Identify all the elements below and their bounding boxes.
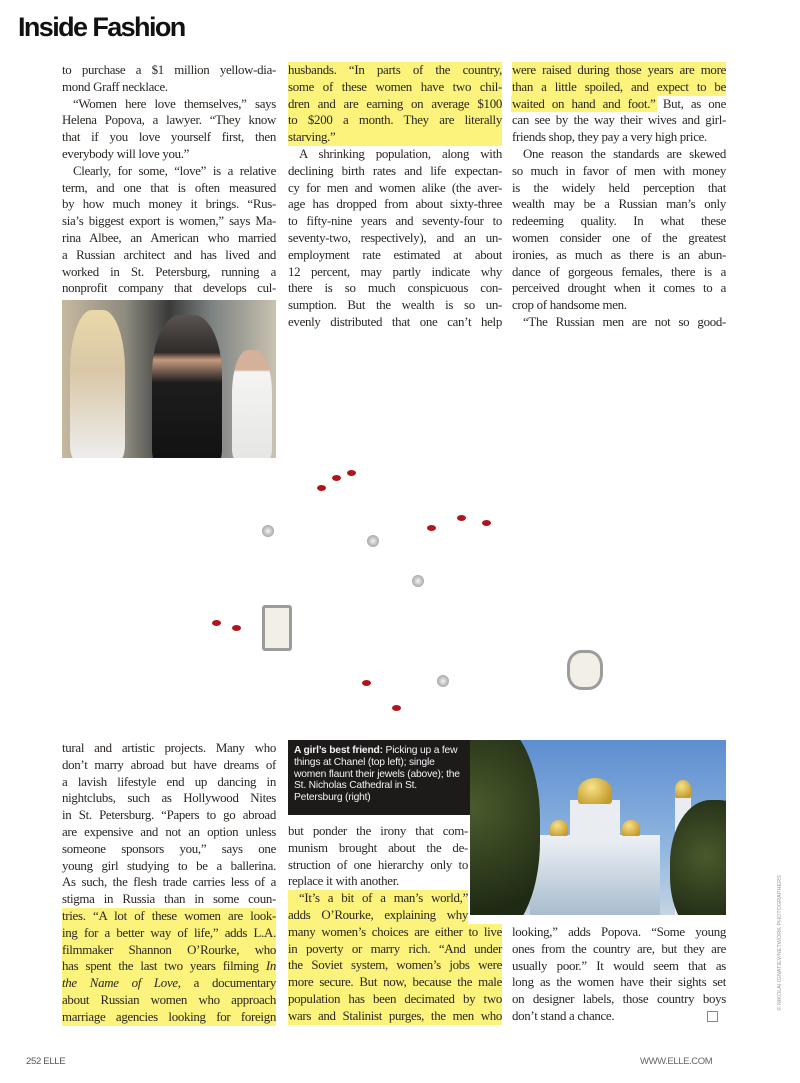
column-3-bottom [512, 924, 726, 1025]
text-line: Clearly, for some, “love” is a relative [73, 163, 276, 178]
caption-text: Picking up a few things at Chanel (top left); single women flaunt their jewels (above); the St. Nicholas Cathedral in St. Petersburg (right) [294, 745, 460, 804]
text-line: Helena Popova, a lawyer. “They know [62, 113, 276, 128]
text-line: but ponder the irony that com- [288, 824, 468, 838]
text-line: A shrinking population, along with [299, 146, 502, 161]
text-line: starving.” [288, 129, 502, 146]
text-line: marriage agencies looking for foreign [62, 1009, 276, 1024]
text-line: in poverty or marry rich. “And under [288, 941, 502, 956]
text-segment: has spent the last two years filming [62, 959, 266, 974]
text-line: stigma in Russia than in some coun- [62, 892, 276, 907]
text-line: on designer labels, those country boys [512, 992, 726, 1007]
text-line: seventy-two, respectively), and an un- [288, 230, 502, 245]
text-line: young girl studying to be a ballerina. [62, 858, 276, 873]
text-line: a lavish lifestyle end up dancing in [62, 774, 276, 789]
text-line: women consider one of the greatest [512, 230, 726, 245]
text-line: that if you love yourself first, then [62, 130, 276, 145]
text-segment: In [265, 959, 276, 974]
caption-lead: A girl’s best friend: [294, 745, 383, 756]
text-line: friends shop, they pay a very high price. [512, 130, 707, 145]
text-line: worked in St. Petersburg, running a [62, 264, 276, 279]
text-line: ones from the country are, but they are [512, 941, 726, 956]
text-line: ironies, as much as there is an abun- [512, 247, 726, 262]
text-segment: the Name of Love, [62, 976, 181, 991]
text-line [62, 975, 276, 992]
text-line: usually poor.” It would seem that as [512, 958, 726, 973]
photo-caption [288, 740, 470, 815]
text-line: tural and artistic projects. Many who [62, 741, 276, 755]
text-line: nightclubs, such as Hollywood Nites [62, 791, 276, 806]
text-line: looking,” adds Popova. “Some young [512, 925, 726, 939]
chanel-shopping-photo [62, 300, 276, 458]
text-line: to $200 a month. They are literally [288, 113, 502, 128]
text-line [512, 96, 726, 113]
text-line: are expensive and not an option unless [62, 824, 276, 839]
text-line [62, 958, 276, 975]
text-line: struction of one hierarchy only to [288, 857, 468, 872]
text-line: long as the women have their sights set [512, 975, 726, 990]
text-line: replace it with another. [288, 874, 399, 889]
text-line: declining birth rates and life expectan- [288, 163, 502, 178]
text-line: many women’s choices are either to live [288, 924, 502, 939]
photo-credit: © NIKOLAI IGNATIEV/NETWORK PHOTOGRAPHERS [777, 875, 783, 1011]
text-line: sumption. But the wealth is so un- [288, 298, 502, 313]
text-line: the Soviet system, women’s jobs were [288, 958, 502, 973]
text-line: employment rate estimated at about [288, 247, 502, 262]
text-line: by how much money it brings. “Rus- [62, 197, 276, 212]
text-line: crop of handsome men. [512, 298, 627, 313]
text-line: husbands. “In parts of the country, [288, 63, 502, 77]
text-line: “Women here love themselves,” says [73, 96, 276, 111]
text-line: term, and one that is often measured [62, 180, 276, 195]
text-line: As such, the flesh trade carries less of a [62, 875, 276, 890]
text-line: 12 percent, may partly indicate why [288, 264, 502, 279]
text-line: “It’s a bit of a man’s world,” [288, 890, 468, 907]
text-line: filmmaker Shannon O’Rourke, who [62, 942, 276, 957]
text-line: can see by the way their wives and girl- [512, 113, 726, 128]
text-line: a Russian architect and has lived and [62, 247, 276, 262]
text-line: is the widely held perception that [512, 180, 726, 195]
text-line: don’t stand a chance. [512, 1008, 615, 1023]
text-segment: But, as one [655, 96, 727, 111]
text-line: munism brought about the de- [288, 840, 468, 855]
text-segment: waited on hand and foot.” [512, 96, 656, 111]
website-folio: WWW.ELLE.COM [640, 1056, 713, 1067]
text-line: sia’s biggest export is women,” says Ma- [62, 214, 276, 229]
text-line: One reason the standards are skewed [523, 146, 726, 161]
column-2-bottom [288, 823, 502, 1025]
text-line: were raised during those years are more [512, 63, 726, 77]
column-3-top [512, 62, 726, 331]
text-line: wars and Stalinist purges, the men who [288, 1008, 502, 1023]
st-nicholas-cathedral-photo [470, 740, 726, 915]
text-line: rina Albee, an American who married [62, 230, 276, 245]
text-line: more secure. But now, because the male [288, 975, 502, 990]
text-line: cy for men and women alike (the aver- [288, 180, 502, 195]
text-line: “The Russian men are not so good- [523, 314, 726, 329]
section-title: Inside Fashion [18, 12, 185, 42]
text-line: population has been decimated by two [288, 991, 502, 1006]
text-line: wealth may be a Russian man’s only [512, 197, 726, 212]
column-1-top [62, 62, 276, 297]
end-mark-icon [707, 1011, 718, 1022]
text-line: everybody will love you.” [62, 146, 190, 161]
text-line: someone sponsors you,” says one [62, 841, 276, 856]
text-line: redeeming quality. In what these [512, 214, 726, 229]
text-line: age has dropped from about sixty-three [288, 197, 502, 212]
text-line: tries. “A lot of these women are look- [62, 908, 276, 923]
text-segment: a documentary [180, 976, 276, 991]
text-line: to fifty-nine years and seventy-four to [288, 214, 502, 229]
text-line: don’t marry abroad but have dreams of [62, 757, 276, 772]
text-line: dren and are earning on average $100 [288, 96, 502, 111]
column-1-bottom [62, 740, 276, 1026]
text-line: in St. Petersburg. “Papers to go abroad [62, 808, 276, 823]
text-line: nonprofit company that develops cul- [62, 281, 276, 296]
page-number-folio: 252 ELLE [26, 1056, 66, 1067]
text-line: evenly distributed that one can’t help [288, 314, 502, 329]
text-line: to purchase a $1 million yellow-dia- [62, 63, 276, 77]
text-line: dance of gorgeous females, there is a [512, 264, 726, 279]
text-line: some of these women have two chil- [288, 79, 502, 94]
text-line: there is so much conspicuous con- [288, 281, 502, 296]
text-line: than a little spoiled, and expect to be [512, 79, 726, 94]
column-2-top [288, 62, 502, 331]
text-line: adds O’Rourke, explaining why [288, 907, 468, 922]
text-line: about Russian women who approach [62, 992, 276, 1007]
text-line: ing for a better way of life,” adds L.A. [62, 925, 276, 940]
text-line: perceived drought when it comes to a [512, 281, 726, 296]
text-line: mond Graff necklace. [62, 79, 168, 94]
text-line: so much in favor of men with money [512, 163, 726, 178]
